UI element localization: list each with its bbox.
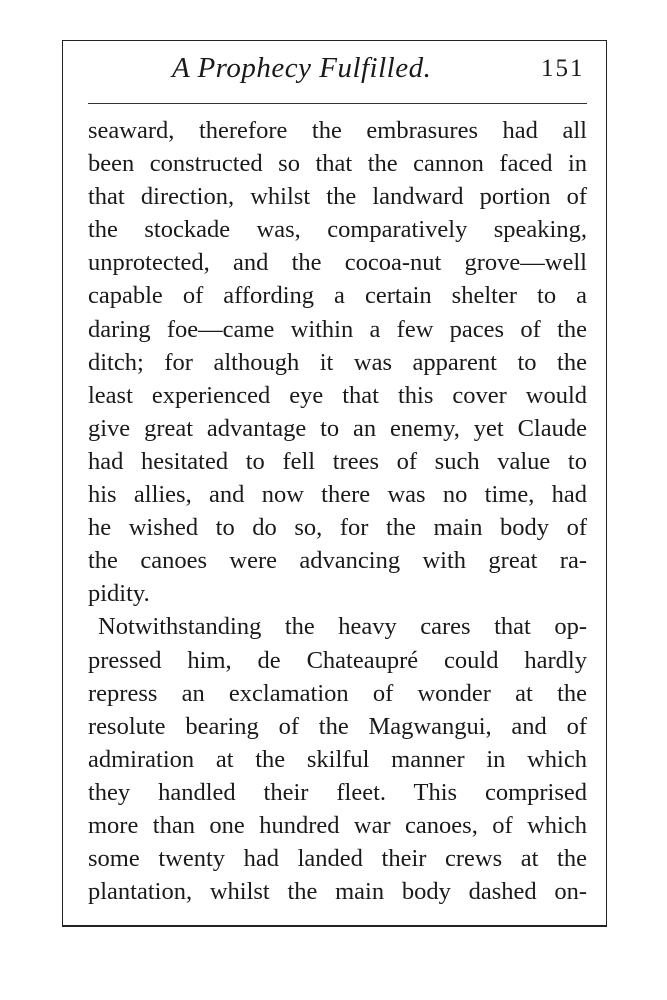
running-head xyxy=(0,52,667,92)
text-line: more than one hundred war canoes, of which xyxy=(88,811,587,839)
text-line: capable of affording a certain shelter to a xyxy=(88,282,587,310)
page-number: 151 xyxy=(541,55,585,82)
text-line: pressed him, de Chateaupré could hardly xyxy=(88,646,587,674)
text-line: his allies, and now there was no time, had xyxy=(88,481,587,509)
text-line: daring foe—came within a few paces of the xyxy=(88,315,587,343)
text-line: been constructed so that the cannon faced in xyxy=(88,150,587,178)
text-line: admiration at the skilful manner in which xyxy=(88,745,587,773)
text-line: least experienced eye that this cover would xyxy=(88,381,587,409)
text-line: resolute bearing of the Magwangui, and of xyxy=(88,712,587,740)
text-line: the canoes were advancing with great ra- xyxy=(88,547,587,575)
text-line: ditch; for although it was apparent to the xyxy=(88,348,587,376)
text-line: plantation, whilst the main body dashed on- xyxy=(88,878,587,906)
body-text xyxy=(88,114,587,908)
text-line: Notwithstanding the heavy cares that op- xyxy=(98,613,587,641)
text-line: they handled their fleet. This comprised xyxy=(88,778,587,806)
text-line: some twenty had landed their crews at the xyxy=(88,845,587,873)
text-line: that direction, whilst the landward portion of xyxy=(88,183,587,211)
text-line: pidity. xyxy=(88,580,150,608)
chapter-title: A Prophecy Fulfilled. xyxy=(172,52,432,84)
text-line: the stockade was, comparatively speaking, xyxy=(88,216,587,244)
text-line: he wished to do so, for the main body of xyxy=(88,514,587,542)
text-line: give great advantage to an enemy, yet Claude xyxy=(88,414,587,442)
text-line: unprotected, and the cocoa-nut grove—well xyxy=(88,249,587,277)
text-line: repress an exclamation of wonder at the xyxy=(88,679,587,707)
text-line: seaward, therefore the embrasures had all xyxy=(88,117,587,144)
text-line: had hesitated to fell trees of such value to xyxy=(88,447,587,475)
header-rule xyxy=(88,103,587,104)
